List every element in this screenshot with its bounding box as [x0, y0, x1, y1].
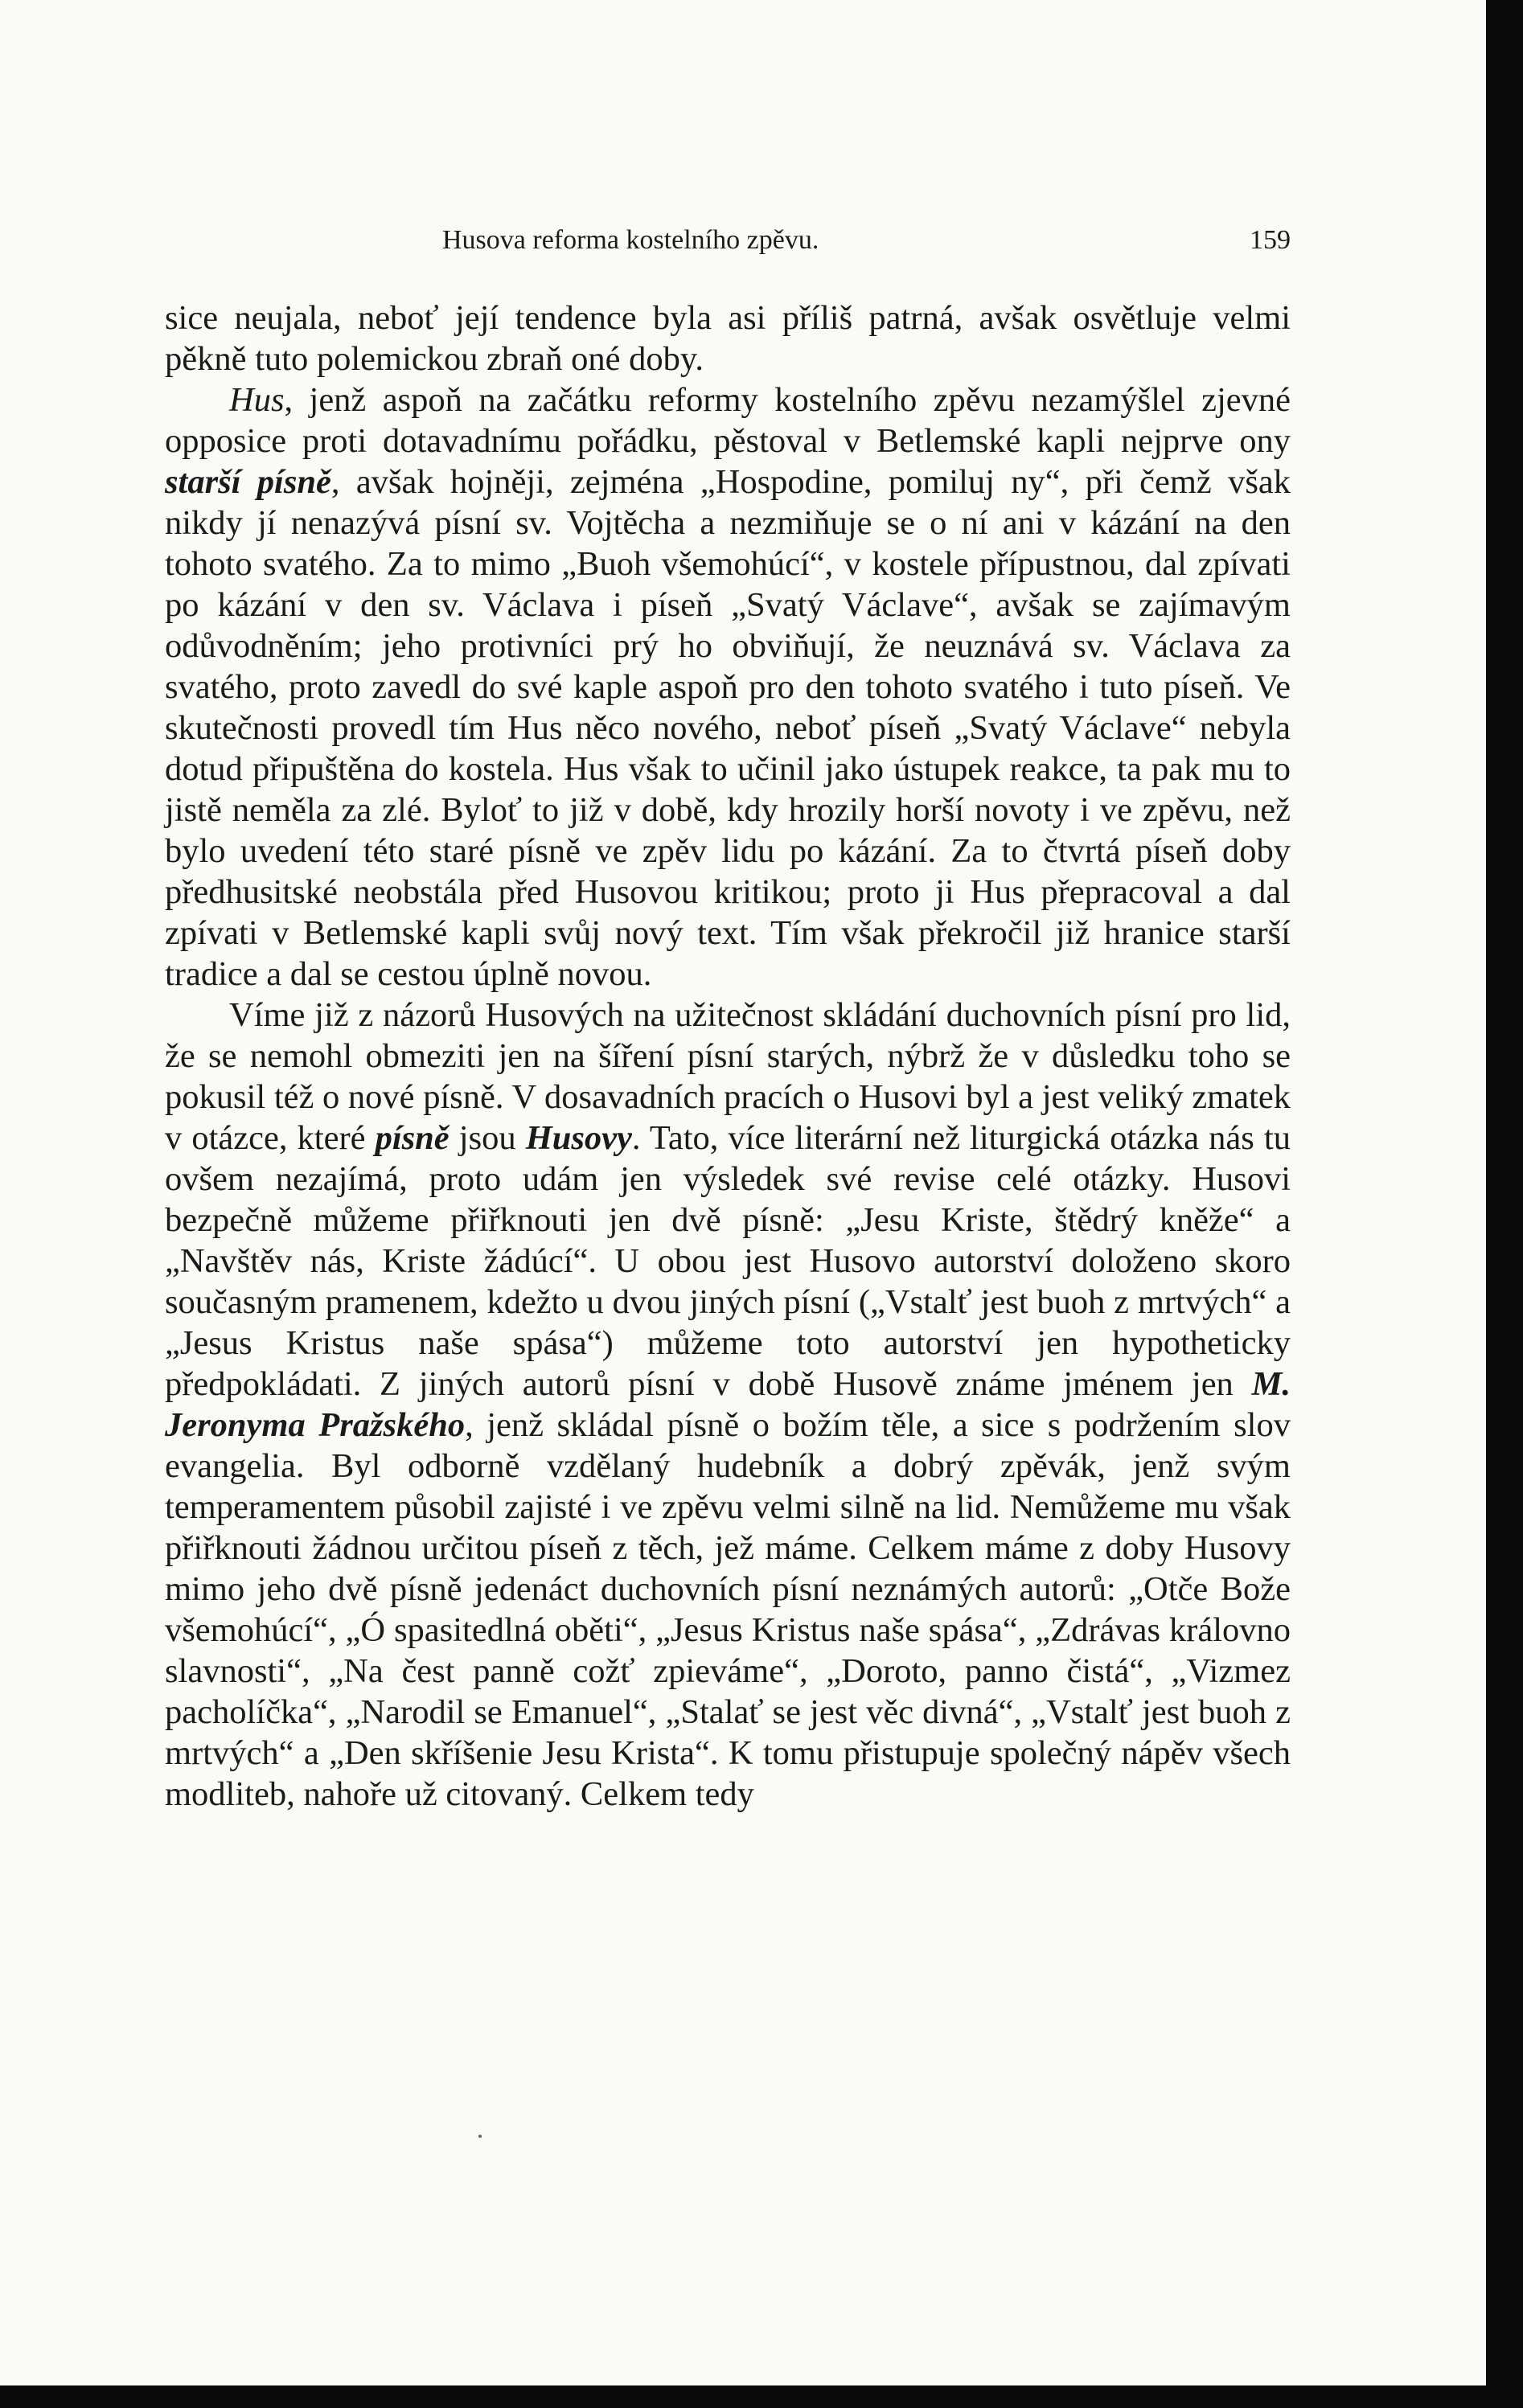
text-run: , avšak hojněji, zejména „Hospodine, pomiluj ny“, při čemž však nikdy jí nenazývá písní sv. Vojtěcha a nezmiňuje se o ní ani v kázání na den tohoto svatého. Za to mimo „Buoh všemohúcí“, v kostele přípustnou, dal zpívati po kázání v den sv. Václava i píseň „Svatý Václave“, avšak se zajímavým odůvodněním; jeho protivníci prý ho obviňují, že neuznává sv. Václava za svatého, proto zavedl do své kaple aspoň pro den tohoto svatého i tuto píseň. Ve skutečnosti provedl tím Hus něco nového, neboť píseň „Svatý Václave“ nebyla dotud připuštěna do kostela. Hus však to učinil jako ústupek reakce, ta pak mu to jistě neměla za zlé. Byloť to již v době, kdy hrozily horší novoty i ve zpěvu, než bylo uvedení této staré písně ve zpěv lidu po kázání. Za to čtvrtá píseň doby předhusitské neobstála před Husovou kritikou; proto ji Hus přepracoval a dal zpívati v Betlemské kapli svůj nový text. Tím však překročil již hranice starší tradice a dal se cestou úplně novou. — [165, 463, 1291, 993]
running-title: Husova reforma kostelního zpěvu. — [442, 225, 819, 255]
page-speck — [478, 2135, 482, 2138]
running-header — [165, 225, 1291, 265]
emphasized-text: M. Jeronyma Pražského — [165, 1365, 1291, 1444]
emphasized-text: Hus — [229, 381, 285, 419]
text-run: sice neujala, neboť její tendence byla asi příliš patrná, avšak osvětluje velmi pěkně tuto polemickou zbraň oné doby. — [165, 299, 1291, 378]
body-text — [165, 297, 1291, 1815]
paragraph — [165, 379, 1291, 995]
text-run: . Tato, více literární než liturgická otázka nás tu ovšem nezajímá, proto udám jen výsledek své revise celé otázky. Husovi bezpečně můžeme přiřknouti jen dvě písně: „Jesu Kriste, štědrý kněže“ a „Navštěv nás, Kriste žádúcí“. U obou jest Husovo autorství doloženo skoro současným pramenem, kdežto u dvou jiných písní („Vstalť jest buoh z mrtvých“ a „Jesus Kristus naše spása“) můžeme toto autorství jen hypotheticky předpokládati. Z jiných autorů písní v době Husově známe jménem jen — [165, 1119, 1291, 1403]
scan-border-bottom — [0, 2385, 1523, 2408]
emphasized-text: písně — [375, 1119, 450, 1157]
emphasized-text: Husovy — [525, 1119, 632, 1157]
page-number: 159 — [1250, 225, 1291, 255]
emphasized-text: starší písně — [165, 463, 331, 501]
scan-border-right — [1486, 0, 1523, 2408]
text-run: Víme již z názorů Husových na užitečnost skládání duchovních písní pro lid, že se nemohl obmeziti jen na šíření písní starých, nýbrž že v důsledku toho se pokusil též o nové písně. V dosavadních pracích o Husovi byl a jest veliký zmatek v otázce, které — [165, 996, 1291, 1157]
paragraph — [165, 297, 1291, 379]
text-run: , jenž aspoň na začátku reformy kostelního zpěvu nezamýšlel zjevné opposice proti dotavadnímu pořádku, pěstoval v Betlemské kapli nejprve ony — [165, 381, 1291, 460]
text-run: , jenž skládal písně o božím těle, a sice s podržením slov evangelia. Byl odborně vzdělaný hudebník a dobrý zpěvák, jenž svým temperamentem působil zajisté i ve zpěvu velmi silně na lid. Nemůžeme mu však přiřknouti žádnou určitou píseň z těch, jež máme. Celkem máme z doby Husovy mimo jeho dvě písně jedenáct duchovních písní neznámých autorů: „Otče Bože všemohúcí“, „Ó spasitedlná oběti“, „Jesus Kristus naše spása“, „Zdrávas královno slavnosti“, „Na čest panně cožť zpieváme“, „Doroto, panno čistá“, „Vizmez pacholíčka“, „Narodil se Emanuel“, „Stalať se jest věc divná“, „Vstalť jest buoh z mrtvých“ a „Den skříšenie Jesu Krista“. K tomu přistupuje společný nápěv všech modliteb, nahoře už citovaný. Celkem tedy — [165, 1406, 1291, 1813]
text-run: jsou — [449, 1119, 526, 1157]
paragraph — [165, 995, 1291, 1815]
